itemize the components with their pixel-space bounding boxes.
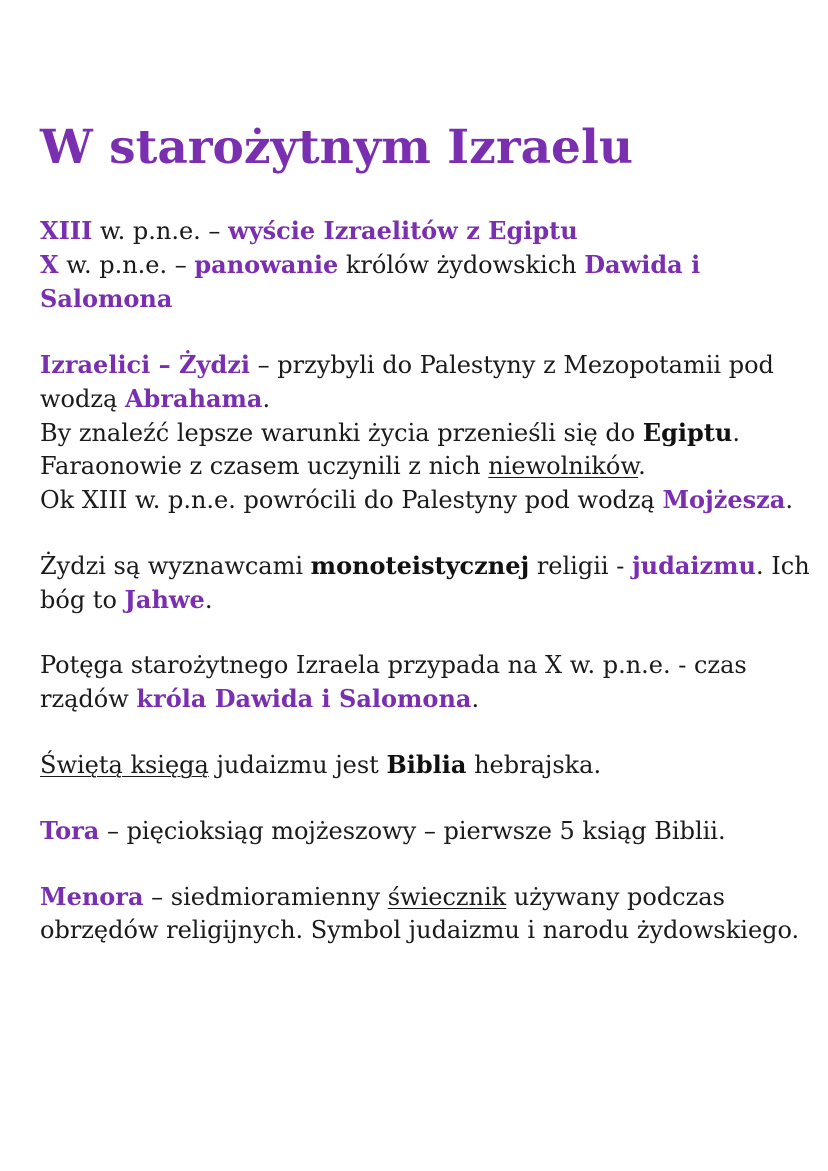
word-judaism: judaizmu [631, 551, 757, 580]
date-x: X [40, 250, 59, 279]
paragraph-text: . [204, 586, 213, 614]
paragraph-text: – przybyli do Palestyny z Mezopotamii pod wodzą [40, 351, 774, 413]
event-exodus: wyście Izraelitów z Egiptu [228, 216, 578, 245]
religion-paragraph [40, 549, 820, 617]
paragraph-text: By znaleźć lepsze warunki życia przenieśli się do [40, 419, 643, 447]
paragraph-text: – pięcioksiąg mojżeszowy – pierwsze 5 ksiąg Biblii. [99, 817, 726, 845]
paragraph-text: religii - [529, 552, 632, 580]
paragraph-text: – siedmioramienny [143, 883, 388, 911]
timeline-text: królów żydowskich [338, 251, 585, 279]
paragraph-text: . Faraonowie z czasem uczynili z nich [40, 419, 740, 480]
paragraph-text: Potęga starożytnego Izraela przypada na X w. p.n.e. - czas rządów [40, 651, 747, 713]
paragraph-text: judaizmu jest [208, 751, 387, 779]
notes-body [40, 214, 820, 979]
term-israelites: Izraelici – Żydzi [40, 350, 250, 379]
word-bible: Biblia [386, 750, 467, 779]
menora-paragraph [40, 880, 820, 947]
word-slaves: niewolników [488, 452, 639, 480]
paragraph-text: hebrajska. [466, 751, 602, 779]
paragraph-text: . [638, 452, 646, 480]
kings-david-solomon: króla Dawida i Salomona [136, 684, 472, 713]
paragraph-text: . [262, 385, 271, 413]
timeline-line-1 [40, 214, 820, 248]
place-egypt: Egiptu [642, 418, 733, 447]
name-abraham: Abrahama [124, 384, 263, 413]
timeline-line-2 [40, 248, 820, 316]
word-monotheistic: monoteistycznej [310, 551, 530, 580]
kings-names: Dawida i Salomona [40, 250, 701, 313]
term-menora: Menora [40, 882, 144, 911]
tora-paragraph [40, 814, 820, 848]
timeline-text: w. p.n.e. – [58, 251, 195, 279]
paragraph-text: . [471, 685, 480, 713]
paragraph-text: . Ich bóg to [40, 552, 810, 614]
power-paragraph [40, 649, 820, 716]
israelites-paragraph [40, 348, 820, 517]
word-candlestick: świecznik [387, 883, 507, 911]
event-reign: panowanie [194, 250, 339, 279]
paragraph-text: Żydzi są wyznawcami [40, 552, 311, 580]
paragraph-text: . [785, 486, 793, 514]
paragraph-text: Ok XIII w. p.n.e. powrócili do Palestyny pod wodzą [40, 486, 663, 514]
bible-paragraph [40, 748, 820, 782]
paragraph-text: używany podczas obrzędów religijnych. Symbol judaizmu i narodu żydowskiego. [40, 883, 800, 944]
name-jahwe: Jahwe [124, 585, 205, 614]
term-tora: Tora [40, 816, 100, 845]
holy-book: Świętą księgą [40, 751, 209, 779]
page-title: W starożytnym Izraelu [40, 120, 633, 175]
timeline-text: w. p.n.e. – [92, 217, 229, 245]
date-xiii: XIII [40, 216, 93, 245]
name-moses: Mojżesza [662, 485, 786, 514]
